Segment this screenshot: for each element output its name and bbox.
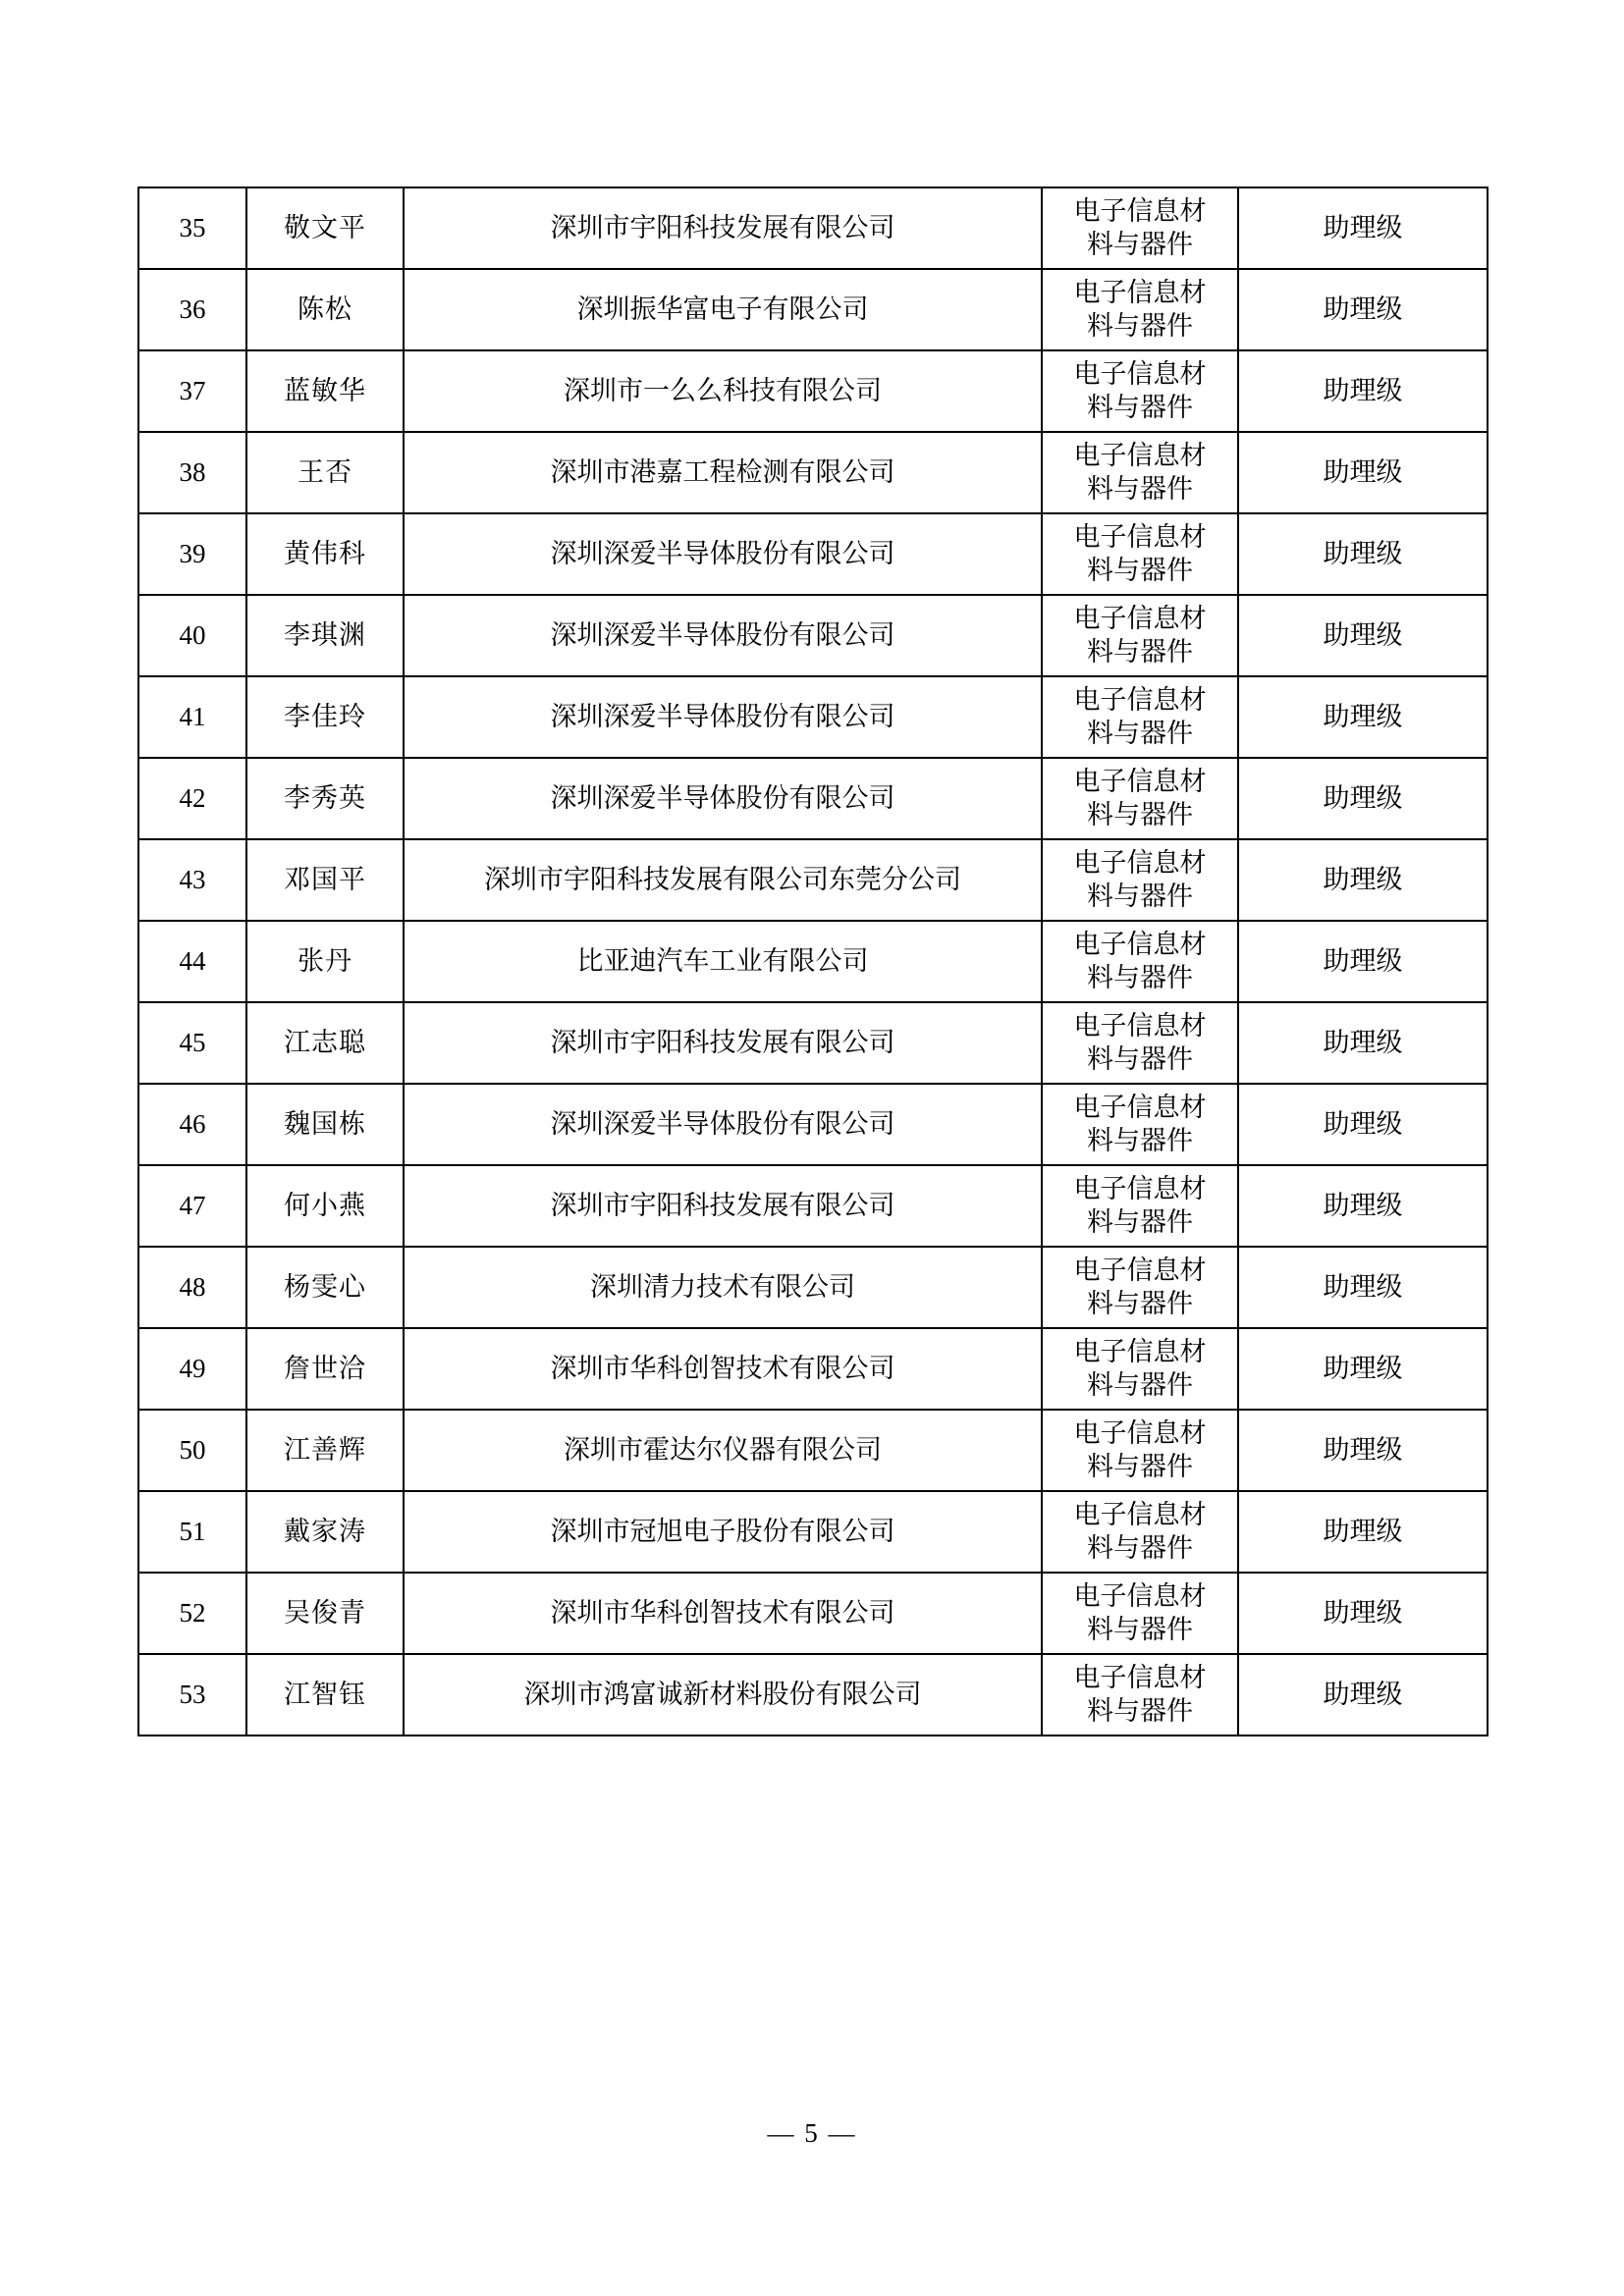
table-row [138, 1084, 1488, 1165]
row-index: 35 [138, 187, 246, 269]
row-field-line2: 料与器件 [1087, 1206, 1193, 1237]
row-field [1042, 1328, 1238, 1410]
row-organization: 深圳深爱半导体股份有限公司 [404, 595, 1042, 676]
table-row [138, 187, 1488, 269]
row-field-line2: 料与器件 [1087, 1288, 1193, 1318]
row-level: 助理级 [1238, 839, 1488, 921]
row-index: 44 [138, 921, 246, 1002]
row-field [1042, 1491, 1238, 1573]
row-index: 41 [138, 676, 246, 758]
row-level: 助理级 [1238, 1165, 1488, 1247]
row-organization: 深圳市宇阳科技发展有限公司东莞分公司 [404, 839, 1042, 921]
row-organization: 深圳市一么么科技有限公司 [404, 350, 1042, 432]
row-organization: 深圳市宇阳科技发展有限公司 [404, 1165, 1042, 1247]
row-index: 40 [138, 595, 246, 676]
row-index: 38 [138, 432, 246, 513]
row-field-line2: 料与器件 [1087, 1369, 1193, 1400]
row-field-line1: 电子信息材 [1073, 195, 1207, 226]
row-organization: 深圳市华科创智技术有限公司 [404, 1573, 1042, 1654]
row-organization: 比亚迪汽车工业有限公司 [404, 921, 1042, 1002]
row-level: 助理级 [1238, 1573, 1488, 1654]
row-field-line1: 电子信息材 [1073, 1580, 1207, 1611]
table-row [138, 1002, 1488, 1084]
row-field [1042, 1002, 1238, 1084]
row-organization: 深圳深爱半导体股份有限公司 [404, 676, 1042, 758]
row-level: 助理级 [1238, 187, 1488, 269]
row-field-line1: 电子信息材 [1073, 1255, 1207, 1285]
row-organization: 深圳市港嘉工程检测有限公司 [404, 432, 1042, 513]
row-field-line2: 料与器件 [1087, 1451, 1193, 1481]
row-field-line2: 料与器件 [1087, 636, 1193, 667]
row-organization: 深圳深爱半导体股份有限公司 [404, 758, 1042, 839]
row-level: 助理级 [1238, 1247, 1488, 1328]
table-row [138, 676, 1488, 758]
row-organization: 深圳深爱半导体股份有限公司 [404, 1084, 1042, 1165]
row-field-line1: 电子信息材 [1073, 358, 1207, 389]
table-row [138, 1247, 1488, 1328]
row-level: 助理级 [1238, 1002, 1488, 1084]
row-field [1042, 1165, 1238, 1247]
row-name: 敬文平 [246, 187, 404, 269]
row-field [1042, 676, 1238, 758]
row-name: 邓国平 [246, 839, 404, 921]
row-name: 何小燕 [246, 1165, 404, 1247]
row-field [1042, 921, 1238, 1002]
row-organization: 深圳市霍达尔仪器有限公司 [404, 1410, 1042, 1491]
row-field [1042, 839, 1238, 921]
row-field-line2: 料与器件 [1087, 799, 1193, 829]
table-row [138, 839, 1488, 921]
table-row [138, 350, 1488, 432]
row-name: 魏国栋 [246, 1084, 404, 1165]
table-row [138, 269, 1488, 350]
row-organization: 深圳市宇阳科技发展有限公司 [404, 1002, 1042, 1084]
row-organization: 深圳市鸿富诚新材料股份有限公司 [404, 1654, 1042, 1735]
row-level: 助理级 [1238, 513, 1488, 595]
row-name: 杨雯心 [246, 1247, 404, 1328]
row-level: 助理级 [1238, 350, 1488, 432]
row-index: 51 [138, 1491, 246, 1573]
row-name: 王否 [246, 432, 404, 513]
table-row [138, 1328, 1488, 1410]
row-name: 江志聪 [246, 1002, 404, 1084]
table-row [138, 1410, 1488, 1491]
row-name: 江智钰 [246, 1654, 404, 1735]
row-name: 李秀英 [246, 758, 404, 839]
row-organization: 深圳振华富电子有限公司 [404, 269, 1042, 350]
row-organization: 深圳市冠旭电子股份有限公司 [404, 1491, 1042, 1573]
row-index: 52 [138, 1573, 246, 1654]
row-field-line2: 料与器件 [1087, 473, 1193, 504]
row-index: 48 [138, 1247, 246, 1328]
row-field [1042, 269, 1238, 350]
table-row [138, 1491, 1488, 1573]
row-organization: 深圳市华科创智技术有限公司 [404, 1328, 1042, 1410]
applicant-roster-table [137, 187, 1489, 1736]
row-field [1042, 758, 1238, 839]
row-field-line2: 料与器件 [1087, 555, 1193, 585]
row-field [1042, 595, 1238, 676]
row-name: 张丹 [246, 921, 404, 1002]
row-field-line1: 电子信息材 [1073, 847, 1207, 878]
row-name: 戴家涛 [246, 1491, 404, 1573]
row-field-line1: 电子信息材 [1073, 277, 1207, 307]
row-field [1042, 1654, 1238, 1735]
row-level: 助理级 [1238, 758, 1488, 839]
row-index: 53 [138, 1654, 246, 1735]
row-level: 助理级 [1238, 1410, 1488, 1491]
row-field-line1: 电子信息材 [1073, 1662, 1207, 1692]
row-name: 李琪渊 [246, 595, 404, 676]
row-field-line2: 料与器件 [1087, 229, 1193, 259]
row-index: 47 [138, 1165, 246, 1247]
row-field-line1: 电子信息材 [1073, 766, 1207, 796]
row-index: 49 [138, 1328, 246, 1410]
row-field-line1: 电子信息材 [1073, 1336, 1207, 1366]
row-index: 37 [138, 350, 246, 432]
row-field-line2: 料与器件 [1087, 1532, 1193, 1563]
row-field [1042, 432, 1238, 513]
row-name: 吴俊青 [246, 1573, 404, 1654]
table-row [138, 595, 1488, 676]
row-field-line2: 料与器件 [1087, 310, 1193, 341]
row-level: 助理级 [1238, 1328, 1488, 1410]
row-level: 助理级 [1238, 1084, 1488, 1165]
row-level: 助理级 [1238, 269, 1488, 350]
row-field-line2: 料与器件 [1087, 1125, 1193, 1155]
row-field-line1: 电子信息材 [1073, 1010, 1207, 1041]
row-field-line1: 电子信息材 [1073, 521, 1207, 552]
row-field-line1: 电子信息材 [1073, 440, 1207, 470]
row-organization: 深圳深爱半导体股份有限公司 [404, 513, 1042, 595]
row-name: 黄伟科 [246, 513, 404, 595]
row-field-line2: 料与器件 [1087, 881, 1193, 911]
row-index: 36 [138, 269, 246, 350]
row-field [1042, 187, 1238, 269]
row-index: 50 [138, 1410, 246, 1491]
table-row [138, 1573, 1488, 1654]
row-field [1042, 1573, 1238, 1654]
row-field-line1: 电子信息材 [1073, 684, 1207, 715]
row-field-line2: 料与器件 [1087, 1043, 1193, 1074]
row-field-line2: 料与器件 [1087, 1614, 1193, 1644]
row-field [1042, 350, 1238, 432]
row-organization: 深圳市宇阳科技发展有限公司 [404, 187, 1042, 269]
row-name: 詹世洽 [246, 1328, 404, 1410]
row-level: 助理级 [1238, 921, 1488, 1002]
row-field-line1: 电子信息材 [1073, 1417, 1207, 1448]
row-organization: 深圳清力技术有限公司 [404, 1247, 1042, 1328]
row-field-line1: 电子信息材 [1073, 1499, 1207, 1529]
row-name: 江善辉 [246, 1410, 404, 1491]
table-row [138, 1654, 1488, 1735]
row-field [1042, 1410, 1238, 1491]
row-field [1042, 1084, 1238, 1165]
row-index: 39 [138, 513, 246, 595]
row-level: 助理级 [1238, 595, 1488, 676]
row-field [1042, 513, 1238, 595]
row-name: 蓝敏华 [246, 350, 404, 432]
table-row [138, 432, 1488, 513]
row-level: 助理级 [1238, 432, 1488, 513]
table-row [138, 1165, 1488, 1247]
table-body [138, 187, 1488, 1735]
row-name: 李佳玲 [246, 676, 404, 758]
row-index: 45 [138, 1002, 246, 1084]
row-field-line1: 电子信息材 [1073, 603, 1207, 633]
row-field-line1: 电子信息材 [1073, 929, 1207, 959]
row-field-line2: 料与器件 [1087, 1695, 1193, 1726]
row-field-line2: 料与器件 [1087, 962, 1193, 992]
row-level: 助理级 [1238, 676, 1488, 758]
row-field-line2: 料与器件 [1087, 392, 1193, 422]
table-row [138, 513, 1488, 595]
table-row [138, 758, 1488, 839]
row-index: 46 [138, 1084, 246, 1165]
row-name: 陈松 [246, 269, 404, 350]
page-number: — 5 — [767, 2118, 857, 2148]
row-field [1042, 1247, 1238, 1328]
row-index: 42 [138, 758, 246, 839]
table-row [138, 921, 1488, 1002]
row-index: 43 [138, 839, 246, 921]
row-level: 助理级 [1238, 1491, 1488, 1573]
row-level: 助理级 [1238, 1654, 1488, 1735]
row-field-line1: 电子信息材 [1073, 1092, 1207, 1122]
row-field-line1: 电子信息材 [1073, 1173, 1207, 1203]
row-field-line2: 料与器件 [1087, 718, 1193, 748]
